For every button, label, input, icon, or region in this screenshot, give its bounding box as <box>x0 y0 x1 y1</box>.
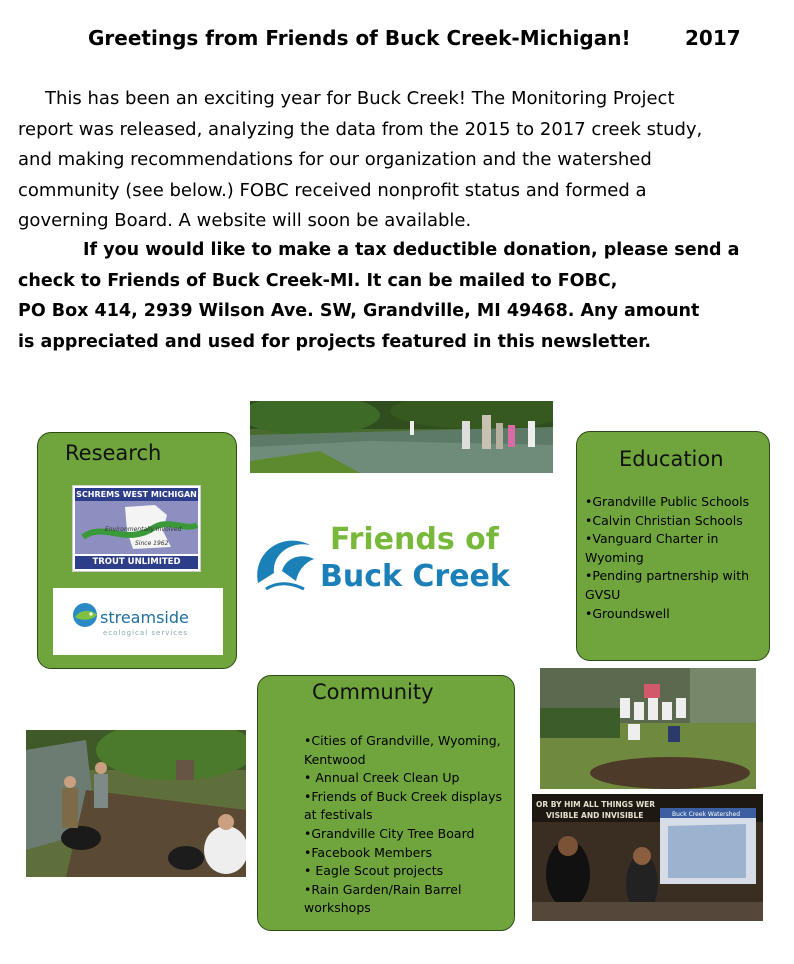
donation-line: If you would like to make a tax deductible donation, please send a <box>83 240 740 260</box>
community-title: Community <box>312 680 434 704</box>
intro-line: governing Board. A website will soon be available. <box>18 210 472 231</box>
logo-line2: Buck Creek <box>320 559 510 594</box>
trout-logo-tagline: Environmentally Involved <box>105 526 182 533</box>
streamside-word: streamside <box>100 608 189 627</box>
community-list <box>304 732 504 918</box>
intro-paragraph <box>18 84 788 237</box>
list-item: •Cities of Grandville, Wyoming, Kentwood <box>304 733 501 767</box>
list-item: •Vanguard Charter in Wyoming <box>585 531 719 565</box>
wall-text-line2: VISIBLE AND INVISIBLE <box>546 811 644 820</box>
creek-cleanup-photo <box>26 730 246 877</box>
wall-text-line1: OR BY HIM ALL THINGS WER <box>536 800 656 809</box>
intro-line: and making recommendations for our organization and the watershed <box>18 149 652 170</box>
trout-unlimited-logo <box>72 485 201 572</box>
newsletter-title <box>88 26 768 50</box>
education-list <box>585 493 767 623</box>
list-item: •Friends of Buck Creek displays at festivals <box>304 788 502 823</box>
list-item: •Pending partnership with GVSU <box>585 568 750 602</box>
trout-logo-bottom-text: TROUT UNLIMITED <box>75 556 198 569</box>
intro-line: This has been an exciting year for Buck Creek! The Monitoring Project <box>45 88 675 109</box>
screen-title: Buck Creek Watershed <box>672 811 741 818</box>
donation-line: check to Friends of Buck Creek-MI. It can be mailed to FOBC, <box>18 270 618 291</box>
logo-line1: Friends of <box>330 522 499 557</box>
title-year: 2017 <box>685 26 741 50</box>
list-item: •Calvin Christian Schools <box>585 512 743 528</box>
michigan-map-graphic <box>75 501 198 554</box>
intro-line: community (see below.) FOBC received nonprofit status and formed a <box>18 179 647 201</box>
community-box <box>257 675 515 931</box>
research-box <box>37 432 237 669</box>
intro-line: report was released, analyzing the data from the 2015 to 2017 creek study, <box>18 118 703 140</box>
list-item: •Grandville Public Schools <box>585 494 750 509</box>
creek-cleanup-image <box>26 730 246 877</box>
title-text: Greetings from Friends of Buck Creek-Michigan! <box>88 26 631 50</box>
education-box <box>576 431 770 661</box>
research-title: Research <box>65 441 162 465</box>
fish-wave-icon <box>252 523 322 603</box>
list-item: •Grandville City Tree Board <box>304 825 475 841</box>
streamside-subtitle: ecological services <box>103 629 189 637</box>
donation-line: PO Box 414, 2939 Wilson Ave. SW, Grandville, MI 49468. Any amount <box>18 301 700 321</box>
list-item: •Facebook Members <box>304 844 433 860</box>
list-item: • Eagle Scout projects <box>304 863 444 879</box>
classroom-presentation-photo <box>532 794 763 921</box>
trout-logo-top-text: SCHREMS WEST MICHIGAN <box>76 490 197 499</box>
creek-wading-image <box>250 401 553 473</box>
streamside-logo <box>53 588 223 655</box>
classroom-presentation-image <box>532 794 763 921</box>
friends-of-buck-creek-logo <box>252 515 510 605</box>
education-title: Education <box>619 447 724 471</box>
rain-garden-group-image <box>540 668 756 789</box>
donation-line: is appreciated and used for projects featured in this newsletter. <box>18 331 652 352</box>
list-item: •Rain Garden/Rain Barrel workshops <box>304 881 462 916</box>
list-item: • Annual Creek Clean Up <box>304 770 460 786</box>
trout-logo-since: Since 1962 <box>135 540 169 547</box>
list-item: •Groundswell <box>585 605 670 621</box>
donation-paragraph <box>18 235 788 357</box>
michigan-map-icon <box>75 501 200 554</box>
creek-wading-photo <box>250 401 553 473</box>
rain-garden-group-photo <box>540 668 756 789</box>
